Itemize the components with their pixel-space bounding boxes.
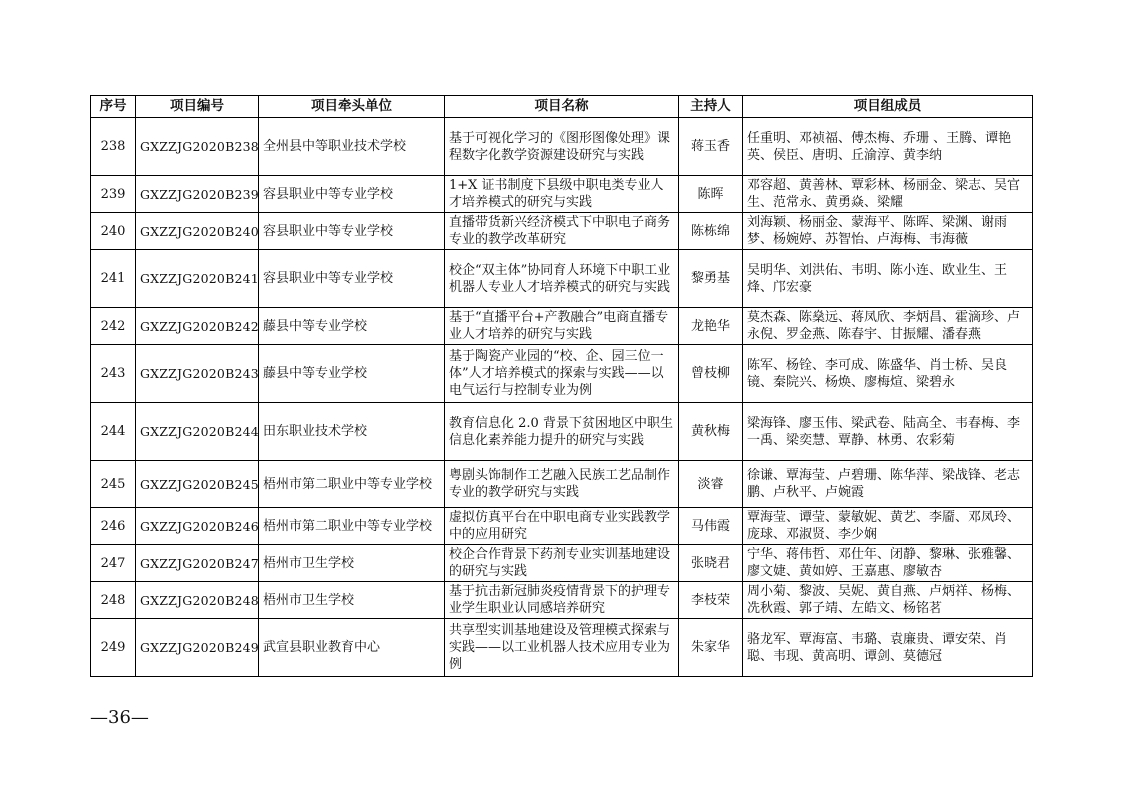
cell-code: GXZZJG2020B241	[136, 250, 259, 308]
header-unit: 项目牵头单位	[259, 96, 445, 118]
table-row	[91, 118, 1033, 176]
cell-project-name: 校企“双主体”协同育人环境下中职工业机器人专业人才培养模式的研究与实践	[445, 250, 679, 308]
header-no: 序号	[91, 96, 136, 118]
table-row	[91, 545, 1033, 582]
cell-members: 任重明、邓祯福、傅杰梅、乔珊 、王腾、谭艳英、侯臣、唐明、丘渝淳、黄李纳	[743, 118, 1033, 176]
cell-members: 骆龙军、覃海富、韦璐、袁廉贵、谭安荣、肖聪、韦现、黄高明、谭剑、莫德冠	[743, 619, 1033, 677]
cell-unit: 藤县中等专业学校	[259, 345, 445, 403]
cell-no: 238	[91, 118, 136, 176]
cell-host: 陈晖	[679, 176, 743, 213]
header-code: 项目编号	[136, 96, 259, 118]
cell-code: GXZZJG2020B239	[136, 176, 259, 213]
cell-code: GXZZJG2020B248	[136, 582, 259, 619]
cell-code: GXZZJG2020B242	[136, 308, 259, 345]
cell-project-name: 基于“直播平台+产教融合”电商直播专业人才培养的研究与实践	[445, 308, 679, 345]
cell-no: 247	[91, 545, 136, 582]
header-host: 主持人	[679, 96, 743, 118]
table-row	[91, 619, 1033, 677]
cell-project-name: 1+X 证书制度下县级中职电类专业人才培养模式的研究与实践	[445, 176, 679, 213]
cell-code: GXZZJG2020B243	[136, 345, 259, 403]
table-row	[91, 582, 1033, 619]
cell-members: 宁华、蒋伟哲、邓仕年、闭静、黎琳、张雅馨、廖文婕、黄如婷、王嘉惠、廖敏杏	[743, 545, 1033, 582]
cell-code: GXZZJG2020B244	[136, 403, 259, 461]
cell-unit: 梧州市第二职业中等专业学校	[259, 461, 445, 508]
cell-project-name: 校企合作背景下药剂专业实训基地建设的研究与实践	[445, 545, 679, 582]
cell-no: 244	[91, 403, 136, 461]
cell-members: 莫杰森、陈燊远、蒋凤欣、李炳昌、霍滴珍、卢永倪、罗金燕、陈春宇、甘振耀、潘春燕	[743, 308, 1033, 345]
cell-unit: 武宣县职业教育中心	[259, 619, 445, 677]
table-row	[91, 250, 1033, 308]
cell-members: 周小菊、黎波、吴妮、黄自燕、卢炳祥、杨梅、冼秋霞、郭子靖、左皓文、杨铭茗	[743, 582, 1033, 619]
cell-code: GXZZJG2020B247	[136, 545, 259, 582]
cell-no: 241	[91, 250, 136, 308]
cell-host: 朱家华	[679, 619, 743, 677]
cell-project-name: 基于抗击新冠肺炎疫情背景下的护理专业学生职业认同感培养研究	[445, 582, 679, 619]
cell-project-name: 共享型实训基地建设及管理模式探索与实践——以工业机器人技术应用专业为例	[445, 619, 679, 677]
table-body	[91, 118, 1033, 677]
project-table	[90, 95, 1033, 677]
cell-members: 梁海锋、廖玉伟、梁武卷、陆高全、韦春梅、李一禹、梁奕慧、覃静、林勇、农彩菊	[743, 403, 1033, 461]
cell-host: 黄秋梅	[679, 403, 743, 461]
table-row	[91, 308, 1033, 345]
cell-no: 240	[91, 213, 136, 250]
cell-project-name: 虚拟仿真平台在中职电商专业实践教学中的应用研究	[445, 508, 679, 545]
cell-unit: 梧州市卫生学校	[259, 582, 445, 619]
cell-no: 249	[91, 619, 136, 677]
cell-host: 张晓君	[679, 545, 743, 582]
cell-code: GXZZJG2020B238	[136, 118, 259, 176]
cell-project-name: 粤剧头饰制作工艺融入民族工艺品制作专业的教学研究与实践	[445, 461, 679, 508]
cell-host: 黎勇基	[679, 250, 743, 308]
cell-host: 淡睿	[679, 461, 743, 508]
cell-host: 龙艳华	[679, 308, 743, 345]
cell-members: 陈军、杨铨、李可成、陈盛华、肖士桥、吴良镜、秦院兴、杨焕、廖梅煊、梁碧永	[743, 345, 1033, 403]
table-header-row	[91, 96, 1033, 118]
cell-host: 马伟霞	[679, 508, 743, 545]
cell-members: 徐谦、覃海莹、卢碧珊、陈华萍、梁战锋、老志鹏、卢秋平、卢婉霞	[743, 461, 1033, 508]
cell-unit: 全州县中等职业技术学校	[259, 118, 445, 176]
page-number: —36—	[90, 707, 149, 728]
cell-project-name: 直播带货新兴经济模式下中职电子商务专业的教学改革研究	[445, 213, 679, 250]
cell-no: 242	[91, 308, 136, 345]
cell-members: 覃海莹、谭莹、蒙敏妮、黄艺、李靥、邓凤玲、庞球、邓淑贤、李少娴	[743, 508, 1033, 545]
header-project-name: 项目名称	[445, 96, 679, 118]
header-members: 项目组成员	[743, 96, 1033, 118]
cell-no: 245	[91, 461, 136, 508]
cell-unit: 田东职业技术学校	[259, 403, 445, 461]
cell-project-name: 教育信息化 2.0 背景下贫困地区中职生信息化素养能力提升的研究与实践	[445, 403, 679, 461]
table-row	[91, 345, 1033, 403]
cell-members: 刘海颖、杨丽金、蒙海平、陈晖、梁渊、谢雨梦、杨婉婷、苏智怡、卢海梅、韦海薇	[743, 213, 1033, 250]
cell-code: GXZZJG2020B246	[136, 508, 259, 545]
cell-no: 243	[91, 345, 136, 403]
cell-project-name: 基于陶瓷产业园的“校、企、园三位一体”人才培养模式的探索与实践——以电气运行与控制专业为例	[445, 345, 679, 403]
cell-no: 239	[91, 176, 136, 213]
cell-project-name: 基于可视化学习的《图形图像处理》课程数字化教学资源建设研究与实践	[445, 118, 679, 176]
table-row	[91, 508, 1033, 545]
table-row	[91, 176, 1033, 213]
cell-members: 邓容超、黄善林、覃彩林、杨丽金、梁志、吴官生、范常永、黄勇焱、梁耀	[743, 176, 1033, 213]
cell-host: 蒋玉香	[679, 118, 743, 176]
cell-unit: 藤县中等专业学校	[259, 308, 445, 345]
cell-code: GXZZJG2020B245	[136, 461, 259, 508]
table-row	[91, 213, 1033, 250]
cell-unit: 容县职业中等专业学校	[259, 176, 445, 213]
cell-code: GXZZJG2020B249	[136, 619, 259, 677]
cell-unit: 梧州市卫生学校	[259, 545, 445, 582]
cell-host: 李枝荣	[679, 582, 743, 619]
table-row	[91, 403, 1033, 461]
cell-code: GXZZJG2020B240	[136, 213, 259, 250]
cell-host: 曾枝柳	[679, 345, 743, 403]
cell-no: 246	[91, 508, 136, 545]
table-row	[91, 461, 1033, 508]
cell-no: 248	[91, 582, 136, 619]
cell-unit: 容县职业中等专业学校	[259, 213, 445, 250]
cell-members: 吴明华、刘洪佑、韦明、陈小连、欧业生、王烽、邝宏豪	[743, 250, 1033, 308]
cell-unit: 容县职业中等专业学校	[259, 250, 445, 308]
cell-unit: 梧州市第二职业中等专业学校	[259, 508, 445, 545]
cell-host: 陈栋绵	[679, 213, 743, 250]
